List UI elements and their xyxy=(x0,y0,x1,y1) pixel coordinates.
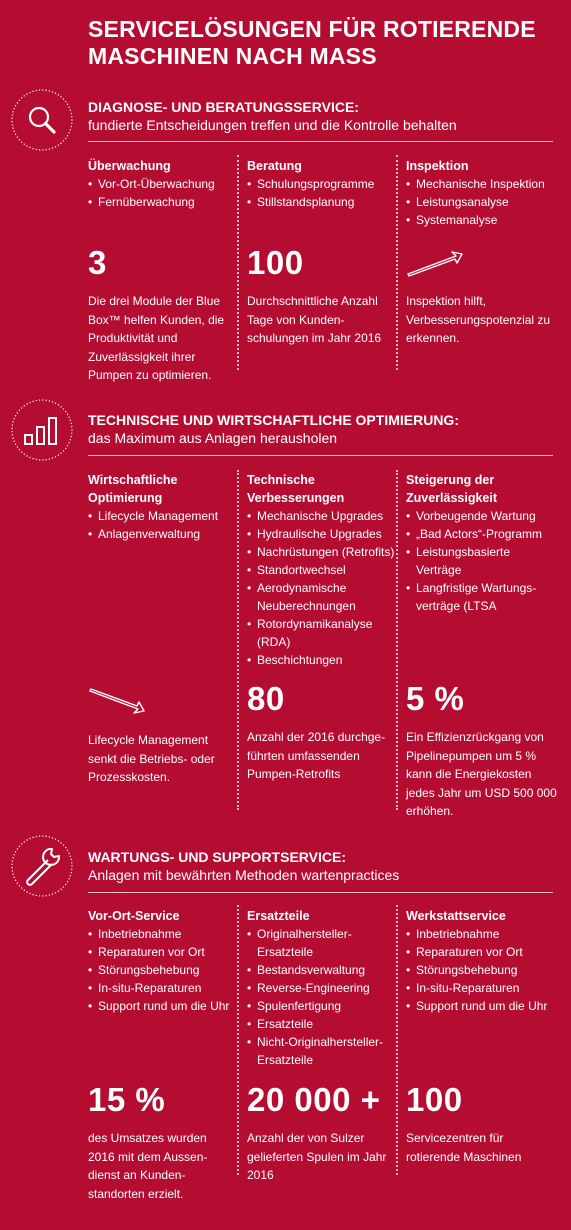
stat-number: 15 % xyxy=(88,1081,166,1118)
divider-line xyxy=(88,455,553,456)
list-item: • Leistungsanalyse xyxy=(406,193,556,211)
section-subtitle: fundierte Entscheidungen treffen und die Kontrolle behalten xyxy=(88,117,457,133)
stat-block xyxy=(406,1082,558,1166)
column-list xyxy=(88,507,238,543)
wrench-icon xyxy=(10,834,74,898)
list-item: • Inbetriebnahme xyxy=(406,925,556,943)
column-title: Steigerung der Zuverlässigkeit xyxy=(406,473,498,505)
section-subtitle: Anlagen mit bewährten Methoden wartenpractices xyxy=(88,867,400,883)
divider-line xyxy=(88,892,553,893)
list-item: • Reparaturen vor Ort xyxy=(88,943,238,961)
column-title: Überwachung xyxy=(88,159,171,173)
list-item: • Beschichtungen xyxy=(247,651,397,669)
list-item: • Fernüberwachung xyxy=(88,193,238,211)
column-title: Inspektion xyxy=(406,159,469,173)
stat-text: Durchschnittliche Anzahl Tage von Kundenschulungen im Jahr 2016 xyxy=(247,294,382,345)
list-item: • In-situ-Reparaturen xyxy=(88,979,238,997)
stat-number: 100 xyxy=(406,1081,463,1118)
column-list xyxy=(247,175,397,211)
service-column-technische-verbesserungen xyxy=(247,471,397,669)
stat-text: Servicezentren für rotierende Maschinen xyxy=(406,1131,522,1164)
section-header xyxy=(88,99,558,134)
stat-number: 100 xyxy=(247,244,304,281)
stat-block xyxy=(247,245,399,348)
section-header xyxy=(88,412,558,447)
list-item: • Ersatzteile xyxy=(247,1015,397,1033)
column-title: Werkstattservice xyxy=(406,909,506,923)
list-item: • Nachrüstungen (Retrofits) xyxy=(247,543,397,561)
column-list xyxy=(406,925,556,1015)
column-title: Vor-Ort-Service xyxy=(88,909,180,923)
bar-chart-icon xyxy=(10,398,74,462)
column-title: Wirtschaftliche Optimierung xyxy=(88,473,178,505)
arrow-down-icon xyxy=(88,684,146,720)
list-item: • Vor-Ort-Überwachung xyxy=(88,175,238,193)
list-item: • Anlagenverwaltung xyxy=(88,525,238,543)
list-item: • Originalhersteller-Ersatzteile xyxy=(247,925,372,961)
service-column-vor-ort-service xyxy=(88,907,238,1015)
column-list xyxy=(88,175,238,211)
list-item: • Schulungsprogramme xyxy=(247,175,397,193)
list-item: • Systemanalyse xyxy=(406,211,556,229)
list-item: • Mechanische Upgrades xyxy=(247,507,397,525)
list-item: • Standortwechsel xyxy=(247,561,397,579)
list-item: • Spulenfertigung xyxy=(247,997,397,1015)
stat-number: 20 000 + xyxy=(247,1081,381,1118)
stat-text: Ein Effizienzrückgang von Pipelinepumpen um 5 % kann die Energiekosten jedes Jahr um USD 500 000 erhöhen. xyxy=(406,730,557,818)
list-item: • Stillstandsplanung xyxy=(247,193,397,211)
list-item: • Störungsbehebung xyxy=(88,961,238,979)
stat-text: Anzahl der 2016 durchgeführten umfassenden Pumpen-Retrofits xyxy=(247,730,386,781)
list-item: • In-situ-Reparaturen xyxy=(406,979,556,997)
service-column-werkstattservice xyxy=(406,907,556,1015)
list-item: • Störungsbehebung xyxy=(406,961,556,979)
stat-block xyxy=(247,681,399,784)
stat-text: Inspektion hilft, Verbesserungspotenzial zu erkennen. xyxy=(406,294,551,345)
list-item: • Hydraulische Upgrades xyxy=(247,525,397,543)
section-title: DIAGNOSE- UND BERATUNGSSERVICE: xyxy=(88,99,359,115)
list-item: • Lifecycle Management xyxy=(88,507,238,525)
stat-text: Die drei Module der Blue Box™ helfen Kunden, die Produktivität und Zuverlässigkeit ihrer Pumpen zu optimieren. xyxy=(88,294,225,382)
section-header xyxy=(88,849,558,884)
service-column-inspektion xyxy=(406,157,556,229)
stat-text: Lifecycle Management senkt die Betriebs- oder Prozesskosten. xyxy=(88,733,215,784)
list-item: • Vorbeugende Wartung xyxy=(406,507,556,525)
column-list xyxy=(88,925,238,1015)
list-item: • Support rund um die Uhr xyxy=(406,997,556,1015)
list-item: • „Bad Actors“-Programm xyxy=(406,525,556,543)
list-item: • Leistungsbasierte Verträge xyxy=(406,543,526,579)
stat-block xyxy=(406,245,558,348)
stat-block xyxy=(88,684,240,787)
divider-line xyxy=(88,141,553,142)
stat-block xyxy=(88,1082,240,1203)
list-item: • Inbetriebnahme xyxy=(88,925,238,943)
column-title: Technische Verbesserungen xyxy=(247,473,345,505)
service-column-zuverlaessigkeit xyxy=(406,471,556,615)
list-item: • Bestandsverwaltung xyxy=(247,961,397,979)
stat-number: 80 xyxy=(247,680,285,717)
stat-number: 3 xyxy=(88,244,107,281)
stat-block xyxy=(88,245,240,385)
column-list xyxy=(406,175,556,229)
list-item: • Support rund um die Uhr xyxy=(88,997,238,1015)
stat-text: des Umsatzes wurden 2016 mit dem Aussendienst an Kundenstandorten erzielt. xyxy=(88,1131,208,1201)
column-title: Ersatzteile xyxy=(247,909,310,923)
service-column-wirtschaftliche-optimierung xyxy=(88,471,238,543)
section-title: TECHNISCHE UND WIRTSCHAFTLICHE OPTIMIERUNG: xyxy=(88,412,459,428)
page-title: SERVICELÖSUNGEN FÜR ROTIERENDE MASCHINEN NACH MASS xyxy=(88,16,536,69)
column-title: Beratung xyxy=(247,159,302,173)
list-item: • Reparaturen vor Ort xyxy=(406,943,556,961)
list-item: • Mechanische Inspektion xyxy=(406,175,556,193)
stat-block xyxy=(406,681,558,821)
service-column-ueberwachung xyxy=(88,157,238,211)
column-list xyxy=(247,925,397,1069)
column-list xyxy=(406,507,556,615)
search-icon xyxy=(10,88,74,152)
section-title: WARTUNGS- UND SUPPORTSERVICE: xyxy=(88,849,346,865)
arrow-up-icon xyxy=(406,245,464,281)
list-item: • Langfristige Wartungsverträge (LTSA xyxy=(406,579,551,615)
column-list xyxy=(247,507,397,669)
list-item: • Nicht-Originalhersteller-Ersatzteile xyxy=(247,1033,392,1069)
list-item: • Rotordynamikanalyse (RDA) xyxy=(247,615,392,651)
service-column-ersatzteile xyxy=(247,907,397,1069)
stat-number: 5 % xyxy=(406,680,465,717)
list-item: • Aerodynamische Neuberechnungen xyxy=(247,579,372,615)
stat-text: Anzahl der von Sulzer gelieferten Spulen im Jahr 2016 xyxy=(247,1131,387,1182)
stat-block xyxy=(247,1082,399,1185)
list-item: • Reverse-Engineering xyxy=(247,979,397,997)
service-column-beratung xyxy=(247,157,397,211)
section-subtitle: das Maximum aus Anlagen herausholen xyxy=(88,430,338,446)
